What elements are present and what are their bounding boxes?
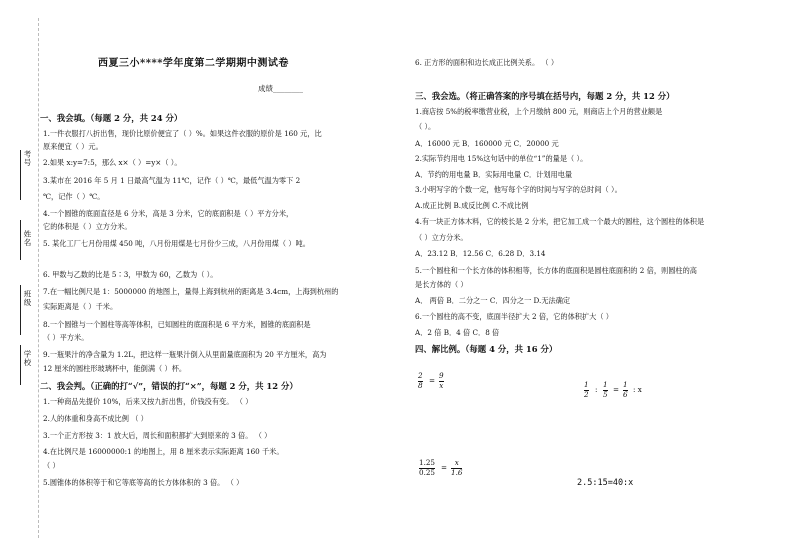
p1-left-fraction — [418, 372, 423, 390]
score-label: 成绩________ — [258, 84, 303, 93]
p2-equals: = — [613, 385, 620, 394]
p2-fraction-c — [623, 381, 628, 399]
s3-line: A．23.12 B．12.56 C．6.28 D．3.14 — [415, 249, 546, 258]
s1-line: （ ）平方米。 — [43, 333, 89, 342]
exam-no-line — [20, 150, 21, 200]
s3-line: 6.一个圆柱的高不变，底面半径扩大 2 倍，它的体积扩大（ ） — [415, 312, 613, 321]
s3-line: （ ）立方分米。 — [415, 233, 468, 242]
s3-line: 1.商店按 5%的税率缴营业税，上个月缴纳 800 元，则商店上个月的营业额是 — [415, 107, 663, 116]
p2-tail: : x — [633, 385, 642, 394]
s3-line: 3.小明写字的个数一定，他写每个字的时间与写字的总时间（ ）。 — [415, 185, 622, 194]
p2-c-denominator: 6 — [623, 390, 628, 399]
s1-line: 3.某市在 2016 年 5 月 1 日最高气温为 11℃，记作（ ）℃，最低气温为零下 2 — [43, 176, 301, 185]
school-line — [20, 345, 21, 385]
section-4-title: 四、解比例。（每题 4 分，共 16 分） — [415, 344, 558, 354]
p2-fraction-a — [584, 381, 589, 399]
r-q6-line: 6. 正方形的面积和边长成正比例关系。 （ ） — [415, 58, 559, 67]
p4-expression: 2.5:15=40:x — [577, 478, 634, 488]
s1-line: 实际距离是（ ）千米。 — [43, 302, 118, 311]
school-label: 学校 — [23, 350, 32, 367]
p1-r-numerator: 9 — [439, 371, 444, 380]
class-line — [20, 285, 21, 335]
s1-line: ℃，记作（ ）℃。 — [43, 192, 105, 201]
p1-numerator: 2 — [418, 371, 423, 380]
s2-line: 1.一种商品先提价 10%，后来又按九折出售，价钱没有变。 （ ） — [43, 397, 253, 406]
s2-line: 5.圆锥体的体积等于和它等底等高的长方体体积的 3 倍。 （ ） — [43, 478, 244, 487]
s3-line: （ ）。 — [415, 122, 436, 131]
p2-a-numerator: 1 — [584, 380, 589, 389]
p3-r-denominator: 1.6 — [451, 468, 463, 477]
s2-line: 3.一个正方形按 3：1 放大后，周长和面积都扩大到原来的 3 倍。 （ ） — [43, 431, 272, 440]
s3-line: 5.一个圆柱和一个长方体的体积相等，长方体的底面积是圆柱底面积的 2 倍，则圆柱的高 — [415, 266, 697, 275]
section-1-title: 一、我会填。（每题 2 分，共 24 分） — [40, 113, 183, 123]
s3-line: A.成正比例 B.成反比例 C.不成比例 — [415, 201, 529, 210]
s1-line: 7.在一幅比例尺是 1：5000000 的地图上，量得上海到杭州的距离是 3.4cm，上海到杭州的 — [43, 287, 339, 296]
s3-line: A．节约的用电量 B．实际用电量 C．计划用电量 — [415, 170, 573, 179]
s1-line: 它的体积是（ ）立方分米。 — [43, 222, 132, 231]
s3-line: A．16000 元 B．160000 元 C．20000 元 — [415, 139, 559, 148]
p3-r-numerator: x — [454, 458, 459, 467]
p2-fraction-b — [603, 381, 608, 399]
s3-line: A．2 倍 B．4 倍 C．8 倍 — [415, 328, 500, 337]
section-3-title: 三、我会选。（将正确答案的序号填在括号内，每题 2 分，共 12 分） — [415, 91, 675, 101]
p3-numerator: 1.25 — [419, 458, 436, 467]
s3-line: 2.实际节约用电 15%这句话中的单位“1”的量是（ ）。 — [415, 154, 588, 163]
s2-line: （ ） — [43, 461, 60, 470]
class-label: 班级 — [23, 290, 32, 307]
section-2-title: 二、我会判。（正确的打“√”，错误的打“×”，每题 2 分，共 12 分） — [40, 381, 298, 391]
p1-r-denominator: x — [439, 381, 444, 390]
p2-b-denominator: 5 — [603, 390, 608, 399]
name-line — [20, 220, 21, 260]
p3-denominator: 0.25 — [419, 468, 436, 477]
p2-a-denominator: 2 — [584, 390, 589, 399]
page-title: 西夏三小****学年度第二学期期中测试卷 — [98, 58, 289, 69]
p3-right-fraction — [451, 459, 462, 477]
p2-colon: : — [595, 385, 598, 394]
s3-line: 是长方体的（ ） — [415, 280, 468, 289]
s2-line: 2.人的体重和身高不成比例 （ ） — [43, 414, 148, 423]
s3-line: 4.有一块正方体木料，它的棱长是 2 分米，把它加工成一个最大的圆柱，这个圆柱的体积是 — [415, 217, 705, 226]
s1-line: 1.一件衣服打八折出售，现价比原价便宜了（ ）%。如果这件衣服的原价是 160 元，比 — [43, 129, 322, 138]
name-label: 姓名 — [23, 230, 32, 247]
p3-equals: = — [441, 463, 448, 472]
p2-b-numerator: 1 — [603, 380, 608, 389]
p1-right-fraction — [439, 372, 444, 390]
p1-equals: = — [429, 376, 436, 385]
exam-no-label: 考号 — [23, 150, 32, 167]
s1-line: 5. 某化工厂七月份用煤 450 吨，八月份用煤是七月份少三成，八月份用煤（ ）吨。 — [43, 239, 310, 248]
s1-line: 9.一瓶果汁的净含量为 1.2L，把这样一瓶果汁倒入从里面量底面积为 20 平方厘米，高为 — [43, 350, 327, 359]
p3-left-fraction — [419, 459, 435, 477]
s1-line: 4.一个圆锥的底面直径是 6 分米，高是 3 分米，它的底面积是（ ）平方分米， — [43, 209, 294, 218]
s2-line: 4.在比例尺是 16000000:1 的地图上，用 8 厘米表示实际距离 160 千米。 — [43, 447, 284, 456]
s1-line: 8.一个圆锥与一个圆柱等高等体积，已知圆柱的底面积是 6 平方米，圆锥的底面积是 — [43, 320, 311, 329]
s3-line: A． 两倍 B．二分之一 C．四分之一 D.无法确定 — [415, 296, 571, 305]
s1-line: 6. 甲数与乙数的比是 5∶3，甲数为 60，乙数为（ ）。 — [43, 270, 218, 279]
p2-c-numerator: 1 — [623, 380, 628, 389]
s1-line: 2.如果 x:y=7:5，那么 x×（ ）=y×（ ）。 — [43, 158, 182, 167]
s1-line: 12 厘米的圆柱形玻璃杯中，能倒满（ ）杯。 — [43, 364, 187, 373]
binding-dashed-line — [38, 18, 39, 538]
p1-denominator: 8 — [418, 381, 423, 390]
s1-line: 原来便宜（ ）元。 — [43, 142, 103, 151]
